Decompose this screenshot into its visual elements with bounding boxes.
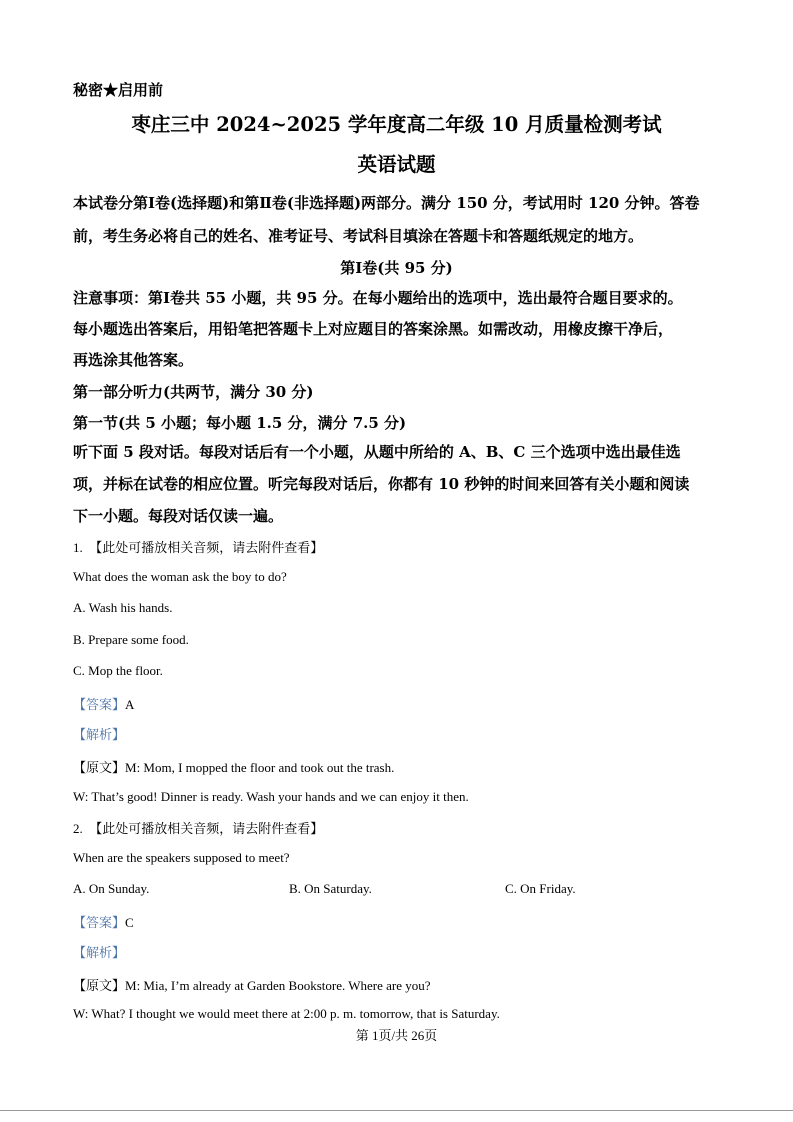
question-1-option-b: B. Prepare some food.	[73, 632, 189, 647]
question-1-header	[73, 537, 323, 556]
instructions-line-2: 项，并标在试卷的相应位置。听完每段对话后，你都有 10 秒钟的时间来回答有关小题和阅读	[73, 475, 690, 493]
question-number: 1.	[73, 540, 83, 555]
instructions-line-3: 下一小题。每段对话仅读一遍。	[73, 507, 284, 525]
intro-line-2: 前，考生务必将自己的姓名、准考证号、考试科目填涂在答题卡和答题纸规定的地方。	[73, 227, 644, 245]
question-2-answer	[73, 912, 134, 931]
intro-line-1: 本试卷分第Ⅰ卷(选择题)和第Ⅱ卷(非选择题)两部分。满分 150 分，考试用时 120 分钟。答卷	[73, 194, 700, 212]
question-number: 2.	[73, 821, 83, 836]
question-2-header	[73, 818, 323, 837]
exam-title: 枣庄三中 2024~2025 学年度高二年级 10 月质量检测考试	[131, 113, 662, 136]
page-bottom-divider	[0, 1110, 793, 1111]
answer-tag: 【答案】	[73, 697, 126, 712]
question-2-option-b: B. On Saturday.	[289, 881, 372, 896]
question-1-transcript-line-1	[73, 757, 394, 776]
question-2-option-a: A. On Sunday.	[73, 881, 150, 896]
question-2-transcript-line-2: W: What? I thought we would meet there at 2:00 p. m. tomorrow, that is Saturday.	[73, 1006, 500, 1021]
question-1-stem: What does the woman ask the boy to do?	[73, 569, 287, 584]
page-number: 第 1页/共 26页	[355, 1028, 438, 1043]
question-1-transcript-line-2: W: That’s good! Dinner is ready. Wash your hands and we can enjoy it then.	[73, 789, 469, 804]
notes-line-3: 再选涂其他答案。	[73, 351, 194, 369]
notes-line-1: 注意事项：第Ⅰ卷共 55 小题，共 95 分。在每小题给出的选项中，选出最符合题目要求的。	[73, 289, 683, 307]
transcript-tag: 【原文】	[73, 760, 126, 775]
transcript-tag: 【原文】	[73, 978, 126, 993]
part1-heading: 第Ⅰ卷(共 95 分)	[340, 259, 453, 277]
question-1-option-c: C. Mop the floor.	[73, 663, 163, 678]
section-heading: 第一节(共 5 小题；每小题 1.5 分，满分 7.5 分)	[73, 414, 407, 432]
transcript-text: M: Mia, I’m already at Garden Bookstore. Where are you?	[125, 978, 431, 993]
subject-title: 英语试题	[357, 153, 436, 176]
question-2-analysis-tag: 【解析】	[73, 945, 126, 960]
instructions-line-1: 听下面 5 段对话。每段对话后有一个小题，从题中所给的 A、B、C 三个选项中选出最佳选	[73, 443, 681, 461]
audio-note[interactable]: 【此处可播放相关音频，请去附件查看】	[89, 540, 324, 555]
confidential-label: 秘密★启用前	[73, 81, 164, 99]
question-2-stem: When are the speakers supposed to meet?	[73, 850, 290, 865]
question-2-option-c: C. On Friday.	[505, 881, 576, 896]
audio-note[interactable]: 【此处可播放相关音频，请去附件查看】	[89, 821, 324, 836]
transcript-text: M: Mom, I mopped the floor and took out the trash.	[125, 760, 395, 775]
question-2-transcript-line-1	[73, 975, 431, 994]
question-1-answer	[73, 694, 134, 713]
question-1-option-a: A. Wash his hands.	[73, 600, 173, 615]
question-1-analysis-tag: 【解析】	[73, 727, 126, 742]
answer-value: C	[125, 915, 134, 930]
notes-line-2: 每小题选出答案后，用铅笔把答题卡上对应题目的答案涂黑。如需改动，用橡皮擦干净后，	[73, 320, 674, 338]
answer-value: A	[125, 697, 135, 712]
answer-tag: 【答案】	[73, 915, 126, 930]
listening-heading: 第一部分听力(共两节，满分 30 分)	[73, 383, 314, 401]
